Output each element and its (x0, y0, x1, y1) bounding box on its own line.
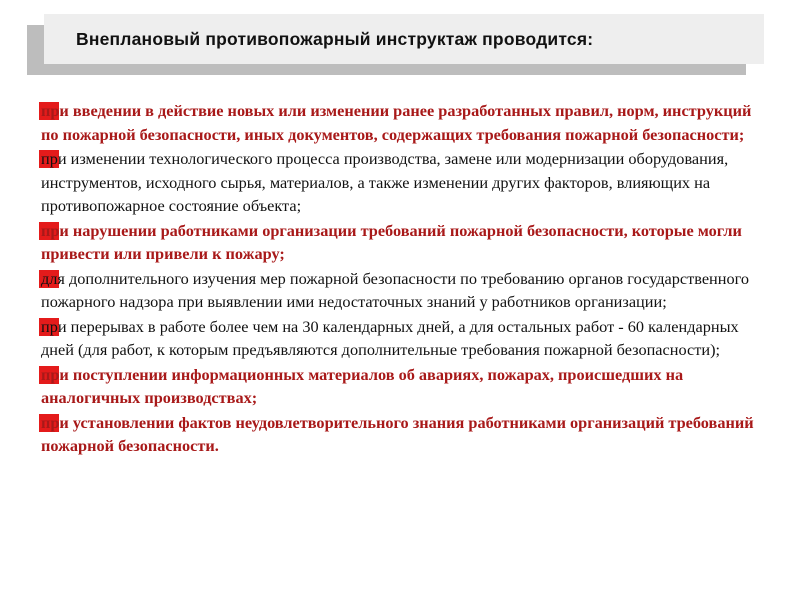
list-item-text: при поступлении информационных материалов об авариях, пожарах, происшедших на аналогичных производствах; (41, 364, 684, 407)
page-title: Внеплановый противопожарный инструктаж проводится: (76, 28, 594, 49)
list-item-text: при изменении технологического процесса производства, замене или модернизации оборудования, инструментов, исходного сырья, материалов, а также изменении других факторов, влияющих на противопожарное состояние объекта; (41, 149, 729, 215)
list-item-text: при введении в действие новых или изменении ранее разработанных правил, норм, инструкций по пожарной безопасности, иных документов, содержащих требования пожарной безопасности; (41, 101, 752, 144)
list-item-text: при установлении фактов неудовлетворительного знания работниками организаций требований пожарной безопасности. (41, 412, 754, 455)
title-banner (44, 14, 764, 64)
list-item-text: при перерывах в работе более чем на 30 календарных дней, а для остальных работ - 60 календарных дней (для работ, к которым предъявляются дополнительные требования пожарной безопасности); (41, 316, 739, 359)
list-item (41, 411, 771, 458)
list-item (41, 267, 771, 314)
list-item (41, 99, 771, 146)
list-item (41, 315, 771, 362)
conditions-list (41, 99, 771, 459)
list-item-text: при нарушении работниками организации требований пожарной безопасности, которые могли привести или привели к пожару; (41, 220, 742, 263)
list-item (41, 363, 771, 410)
list-item-text: для дополнительного изучения мер пожарной безопасности по требованию органов государственного пожарного надзора при выявлении ими недостаточных знаний у работников организации; (41, 268, 750, 311)
list-item (41, 147, 771, 218)
list-item (41, 219, 771, 266)
